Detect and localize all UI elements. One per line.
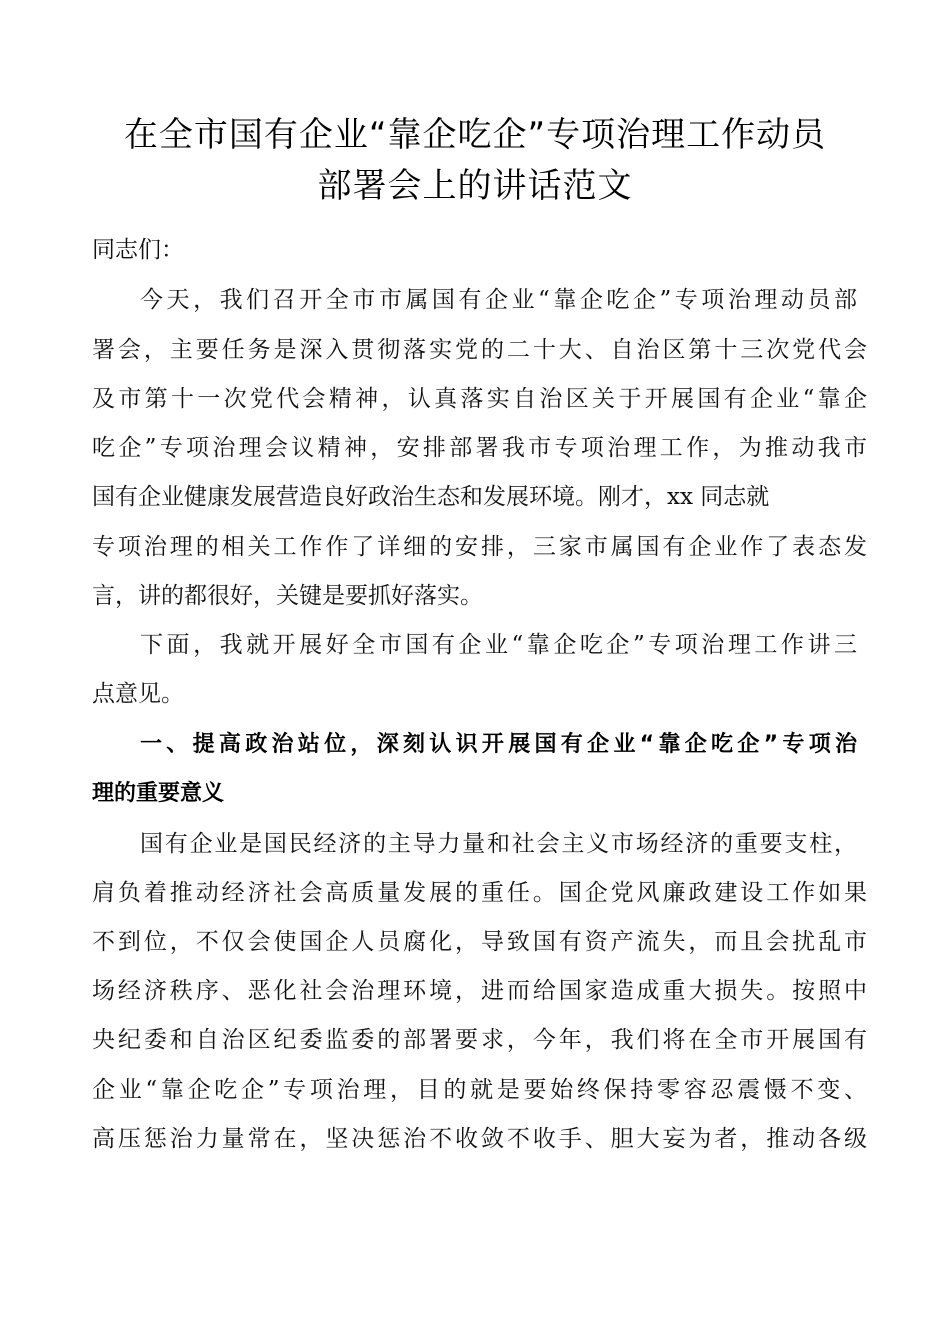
paragraph-1-line: 专项治理的相关工作作了详细的安排，三家市属国有企业作了表态发 (92, 534, 867, 560)
section-heading-1-line: 一、提高政治站位，深刻认识开展国有企业“靠企吃企”专项治 (140, 732, 857, 757)
paragraph-3-line: 国有企业是国民经济的主导力量和社会主义市场经济的重要支柱， (140, 831, 857, 857)
paragraph-1-line: 国有企业健康发展营造良好政治生态和发展环境。刚才，xx 同志就 (92, 484, 770, 510)
paragraph-3-line: 场经济秩序、恶化社会治理环境，进而给国家造成重大损失。按照中 (92, 978, 867, 1004)
paragraph-2-line: 点意见。 (92, 681, 184, 707)
paragraph-1-line: 署会，主要任务是深入贯彻落实党的二十大、自治区第十三次党代会 (92, 337, 867, 363)
paragraph-2-line: 下面，我就开展好全市国有企业“靠企吃企”专项治理工作讲三 (140, 632, 857, 658)
document-title-line-1: 在全市国有企业“靠企吃企”专项治理工作动员 (123, 115, 827, 155)
paragraph-3-line: 不到位，不仅会使国企人员腐化，导致国有资产流失，而且会扰乱市 (92, 929, 867, 955)
paragraph-3-line: 高压惩治力量常在，坚决惩治不收敛不收手、胆大妄为者，推动各级 (92, 1126, 867, 1152)
paragraph-1-line: 今天，我们召开全市市属国有企业“靠企吃企”专项治理动员部 (140, 287, 857, 313)
paragraph-1-line: 及市第十一次党代会精神，认真落实自治区关于开展国有企业“靠企 (92, 386, 867, 412)
paragraph-1-line: 吃企”专项治理会议精神，安排部署我市专项治理工作，为推动我市 (92, 435, 867, 461)
section-heading-1-line: 理的重要意义 (92, 781, 225, 806)
paragraph-1-line: 言，讲的都很好，关键是要抓好落实。 (92, 583, 483, 609)
salutation: 同志们： (92, 237, 184, 263)
paragraph-3-line: 肩负着推动经济社会高质量发展的重任。国企党风廉政建设工作如果 (92, 880, 867, 906)
document-title-line-2: 部署会上的讲话范文 (317, 166, 633, 206)
paragraph-3-line: 央纪委和自治区纪委监委的部署要求，今年，我们将在全市开展国有 (92, 1027, 867, 1053)
paragraph-3-line: 企业“靠企吃企”专项治理，目的就是要始终保持零容忍震慑不变、 (92, 1077, 867, 1103)
